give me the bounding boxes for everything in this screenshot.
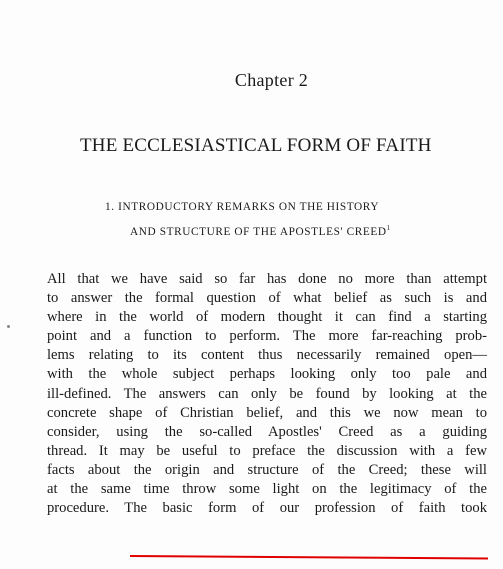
body-last-line-plain: procedure. <box>47 500 109 517</box>
chapter-number: Chapter 2 <box>234 70 309 90</box>
footnote-marker: 1 <box>386 224 391 232</box>
chapter-title: THE ECCLESIASTICAL FORM OF FAITH <box>80 135 432 156</box>
body-line: ill-defined. The answers can only be found by looking at the <box>47 385 487 402</box>
section-heading-line-2 <box>105 218 465 243</box>
body-line: point and a function to perform. The more far-reaching prob- <box>47 328 487 345</box>
body-line: consider, using the so-called Apostles' Creed as a guiding <box>47 423 487 440</box>
body-line: All that we have said so far has done no more than attempt <box>47 271 487 287</box>
section-heading <box>105 197 465 243</box>
body-line: at the same time throw some light on the legitimacy of the <box>47 481 487 498</box>
body-line: lems relating to its content thus necessarily remained open— <box>47 347 487 364</box>
body-line: with the whole subject perhaps looking only too pale and <box>47 366 487 383</box>
body-line: where in the world of modern thought it can find a starting <box>47 309 487 326</box>
margin-mark <box>7 325 10 328</box>
section-heading-line-2-text: AND STRUCTURE OF THE APOSTLES' CREED <box>130 225 387 238</box>
body-last-line-underlined: The basic form of our profession of faith took <box>124 500 488 517</box>
red-pen-underline <box>130 555 488 559</box>
body-line: thread. It may be useful to preface the discussion with a few <box>47 442 487 459</box>
body-paragraph <box>47 270 487 518</box>
body-line: to answer the formal question of what belief as such is and <box>47 290 487 307</box>
section-heading-line-1: 1. INTRODUCTORY REMARKS ON THE HISTORY <box>105 201 380 213</box>
body-last-line <box>47 499 487 518</box>
body-line: concrete shape of Christian belief, and this we now mean to <box>47 404 487 421</box>
body-line: facts about the origin and structure of the Creed; these will <box>47 461 487 478</box>
